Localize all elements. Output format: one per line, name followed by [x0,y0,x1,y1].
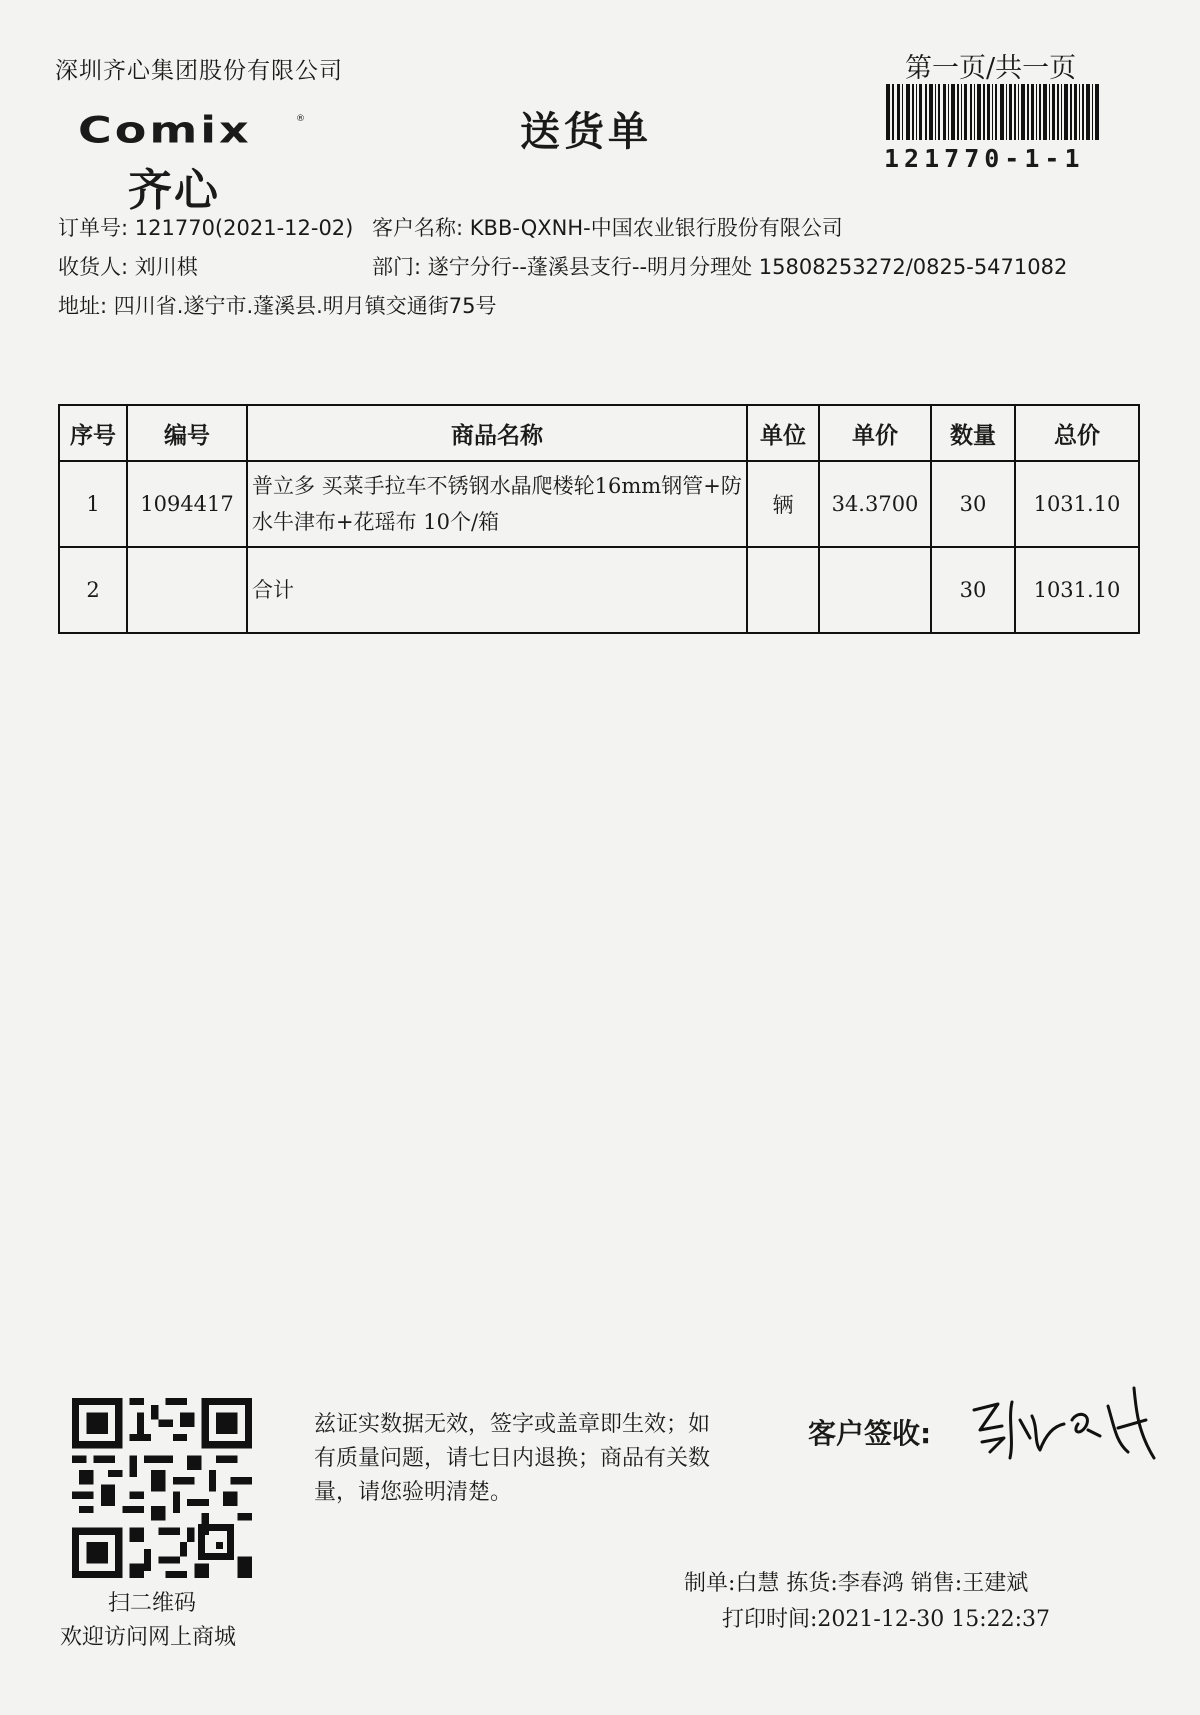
cell-unit: 辆 [747,461,819,547]
department-value: 遂宁分行--蓬溪县支行--明月分理处 15808253272/0825-5471082 [427,255,1068,279]
qr-caption-welcome: 欢迎访问网上商城 [60,1625,237,1650]
customer-label: 客户名称: [372,216,464,240]
header-code: 编号 [127,405,247,461]
table-header-row [59,405,1139,461]
registered-mark-icon: ® [296,114,305,124]
notice-text: 兹证实数据无效，签字或盖章即生效；如有质量问题，请七日内退换；商品有关数量，请您验明清楚。 [314,1412,711,1505]
header-qty: 数量 [931,405,1015,461]
receiver-value: 刘川棋 [134,255,198,279]
cell-seq: 2 [59,547,127,633]
cell-price [819,547,931,633]
barcode-icon [886,84,1100,140]
customer-sign-label: 客户签收: [808,1417,932,1450]
company-name: 深圳齐心集团股份有限公司 [55,58,343,84]
cell-total: 1031.10 [1015,547,1139,633]
customer-value: KBB-QXNH-中国农业银行股份有限公司 [469,216,843,240]
cell-total: 1031.10 [1015,461,1139,547]
header-seq: 序号 [59,405,127,461]
receiver-field [58,251,198,281]
cell-seq: 1 [59,461,127,547]
cell-name: 普立多 买菜手拉车不锈钢水晶爬楼轮16mm钢管+防水牛津布+花瑶布 10个/箱 [247,461,747,547]
address-field [58,290,497,320]
table-row [59,461,1139,547]
order-no-field [58,212,353,242]
customer-field [372,212,843,242]
qr-code-icon [72,1398,252,1578]
address-value: 四川省.遂宁市.蓬溪县.明月镇交通街75号 [113,294,497,318]
qr-caption-scan: 扫二维码 [108,1591,197,1616]
header-unit: 单位 [747,405,819,461]
cell-unit [747,547,819,633]
header-price: 单价 [819,405,931,461]
logo-text-en: Comix [78,108,252,152]
cell-code: 1094417 [127,461,247,547]
receiver-label: 收货人: [58,255,129,279]
document-title: 送货单 [520,109,652,155]
page-info: 第一页/共一页 [905,53,1077,84]
header-total: 总价 [1015,405,1139,461]
department-field [372,251,1067,281]
goods-table [58,404,1140,634]
cell-code [127,547,247,633]
cell-qty: 30 [931,461,1015,547]
order-no-value: 121770(2021-12-02) [134,216,354,240]
logo-text-cn: 齐心 [128,165,220,216]
cell-qty: 30 [931,547,1015,633]
department-label: 部门: [372,255,422,279]
address-label: 地址: [58,294,108,318]
staff-info: 制单:白慧 拣货:李春鸿 销售:王建斌 [684,1571,1029,1596]
barcode-number: 121770-1-1 [884,144,1085,173]
table-row [59,547,1139,633]
cell-name: 合计 [247,547,747,633]
cell-price: 34.3700 [819,461,931,547]
handwritten-signature [968,1380,1168,1470]
print-time: 打印时间:2021-12-30 15:22:37 [722,1607,1051,1632]
order-no-label: 订单号: [58,216,129,240]
header-name: 商品名称 [247,405,747,461]
comix-logo [78,108,308,216]
